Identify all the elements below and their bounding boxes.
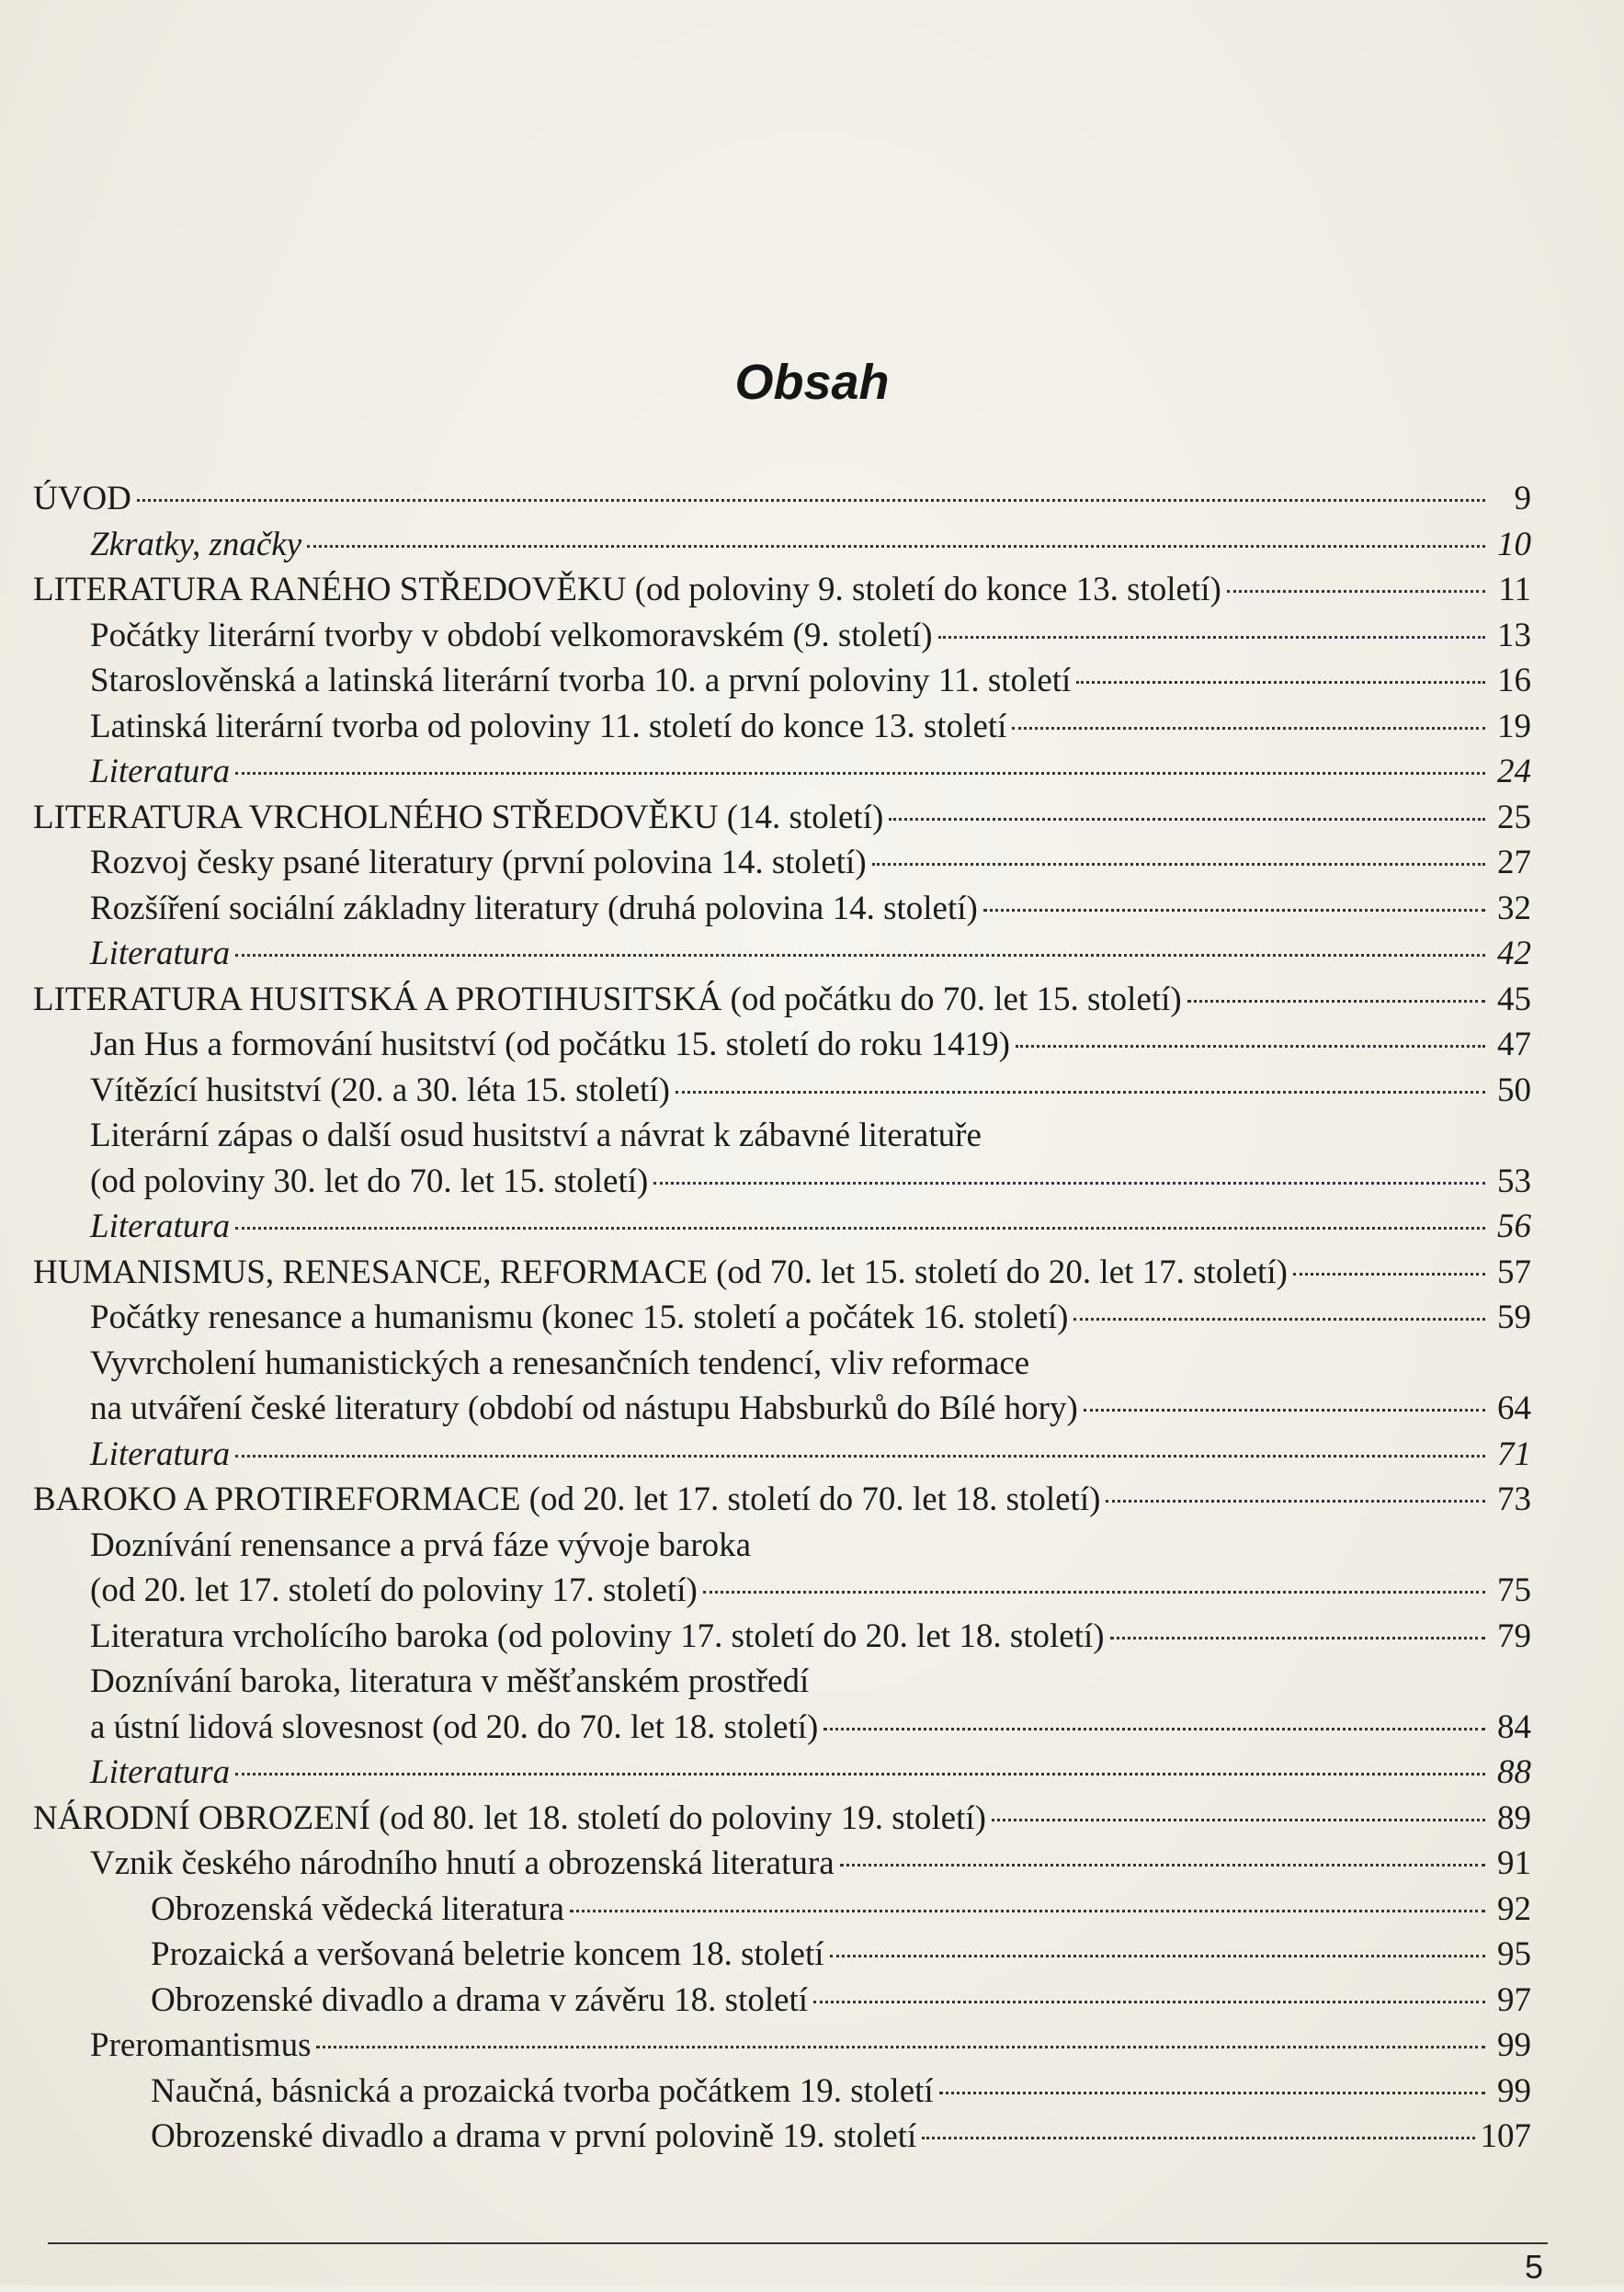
- dot-leader: [235, 1227, 1485, 1230]
- toc-entry-label: LITERATURA VRCHOLNÉHO STŘEDOVĚKU (14. století): [33, 798, 884, 836]
- toc-entry-label: Literatura: [90, 935, 231, 972]
- toc-entry: [33, 1477, 1531, 1523]
- toc-entry-label: Počátky renesance a humanismu (konec 15. století a počátek 16. století): [90, 1299, 1069, 1336]
- toc-entry-label: Staroslověnská a latinská literární tvorba 10. a první poloviny 11. století: [90, 662, 1072, 699]
- toc-entry-page: 24: [1497, 753, 1531, 790]
- dot-leader: [823, 1728, 1485, 1730]
- dot-leader: [1293, 1273, 1485, 1276]
- toc-entry-label: Obrozenské divadlo a drama v první polovině 19. století: [151, 2117, 917, 2155]
- toc-entry: [33, 1068, 1531, 1114]
- toc-entry-label: LITERATURA HUSITSKÁ A PROTIHUSITSKÁ (od počátku do 70. let 15. století): [33, 980, 1182, 1018]
- toc-entry: [33, 886, 1531, 932]
- toc-entry: [33, 1113, 1531, 1159]
- footer-rule: [48, 2242, 1548, 2244]
- dot-leader: [235, 954, 1485, 957]
- toc-entry-label: BAROKO A PROTIREFORMACE (od 20. let 17. století do 70. let 18. století): [33, 1481, 1101, 1518]
- toc-entry-label: Literatura: [90, 753, 231, 790]
- toc-entry: [33, 1659, 1531, 1705]
- toc-entry-label: HUMANISMUS, RENESANCE, REFORMACE (od 70. let 15. století do 20. let 17. století): [33, 1253, 1288, 1291]
- toc-entry-label: Literatura: [90, 1435, 231, 1473]
- toc-entry-page: 47: [1497, 1026, 1531, 1063]
- toc-entry-label: Doznívání renensance a prvá fáze vývoje baroka: [90, 1526, 752, 1564]
- toc-entry-page: 50: [1497, 1071, 1531, 1109]
- dot-leader: [1227, 590, 1485, 593]
- toc-entry: [33, 1295, 1531, 1341]
- dot-leader: [653, 1182, 1485, 1185]
- page-title: Obsah: [734, 355, 890, 410]
- toc-entry-label: Literatura: [90, 1208, 231, 1245]
- toc-entry-page: 11: [1498, 571, 1531, 608]
- toc-entry: [33, 1932, 1531, 1978]
- toc-entry-label: Vznik českého národního hnutí a obrozenská literatura: [90, 1844, 835, 1882]
- toc-entry: [33, 704, 1531, 750]
- toc-entry: [33, 1386, 1531, 1432]
- toc-entry-label: LITERATURA RANÉHO STŘEDOVĚKU (od poloviny 9. století do konce 13. století): [33, 571, 1221, 608]
- toc-entry-page: 88: [1497, 1753, 1531, 1791]
- dot-leader: [676, 1091, 1485, 1094]
- dot-leader: [992, 1819, 1485, 1821]
- toc-entry-page: 107: [1480, 2117, 1531, 2155]
- toc-entry-label: Vyvrcholení humanistických a renesančních tendencí, vliv reformace: [90, 1344, 1030, 1382]
- toc-entry-label: (od poloviny 30. let do 70. let 15. století): [90, 1162, 649, 1200]
- toc-entry: [33, 1432, 1531, 1478]
- toc-entry-label: Rozšíření sociální základny literatury (druhá polovina 14. století): [90, 889, 978, 927]
- dot-leader: [316, 2046, 1485, 2048]
- dot-leader: [840, 1864, 1485, 1867]
- dot-leader: [938, 636, 1485, 639]
- toc-entry-label: Literatura vrcholícího baroka (od poloviny 17. století do 20. let 18. století): [90, 1617, 1105, 1655]
- toc-entry: [33, 567, 1531, 613]
- dot-leader: [235, 1773, 1485, 1776]
- toc-entry-page: 97: [1497, 1980, 1531, 2019]
- toc-entry-label: Obrozenské divadlo a drama v závěru 18. století: [151, 1980, 809, 2019]
- toc-entry-page: 57: [1497, 1253, 1531, 1291]
- toc-entry-label: na utváření české literatury (období od nástupu Habsburků do Bílé hory): [90, 1390, 1078, 1427]
- dot-leader: [889, 818, 1485, 821]
- dot-leader: [703, 1591, 1485, 1594]
- toc-entry-page: 27: [1497, 844, 1531, 881]
- dot-leader: [570, 1910, 1485, 1912]
- dot-leader: [813, 2001, 1485, 2003]
- dot-leader: [1012, 727, 1485, 730]
- toc-entry-label: ÚVOD: [33, 480, 131, 517]
- toc-entry-label: Prozaická a veršovaná beletrie koncem 18. století: [151, 1935, 824, 1973]
- toc-entry-label: Literární zápas o další osud husitství a návrat k zábavné literatuře: [90, 1117, 982, 1154]
- toc-entry-label: Zkratky, značky: [90, 525, 302, 563]
- toc-entry-label: Doznívání baroka, literatura v měšťanském prostředí: [90, 1662, 810, 1700]
- toc-entry: [33, 1204, 1531, 1250]
- toc-entry-label: Rozvoj česky psané literatury (první polovina 14. století): [90, 844, 867, 881]
- dot-leader: [137, 499, 1485, 502]
- dot-leader: [1073, 1318, 1485, 1321]
- dot-leader: [1110, 1637, 1485, 1640]
- toc-entry: [33, 1022, 1531, 1068]
- toc-entry: [33, 1159, 1531, 1205]
- toc-entry-label: Literatura: [90, 1753, 231, 1791]
- toc-entry: [33, 1523, 1531, 1569]
- toc-entry: [33, 1614, 1531, 1660]
- toc-entry: [33, 522, 1531, 568]
- dot-leader: [922, 2137, 1474, 2139]
- toc-entry-page: 79: [1497, 1617, 1531, 1655]
- toc-entry-label: NÁRODNÍ OBROZENÍ (od 80. let 18. století do poloviny 19. století): [33, 1798, 986, 1837]
- dot-leader: [939, 2092, 1485, 2094]
- toc-entry: [33, 977, 1531, 1023]
- toc-entry-page: 64: [1497, 1390, 1531, 1427]
- toc-entry: [33, 1341, 1531, 1387]
- toc-entry-page: 84: [1497, 1708, 1531, 1746]
- toc-entry-page: 91: [1497, 1844, 1531, 1882]
- toc-entry-label: Naučná, básnická a prozaická tvorba počátkem 19. století: [151, 2071, 934, 2110]
- toc-entry: [33, 931, 1531, 977]
- table-of-contents: [33, 476, 1531, 2160]
- toc-entry-page: 13: [1497, 616, 1531, 654]
- dot-leader: [1076, 681, 1485, 684]
- toc-entry: [33, 1841, 1531, 1887]
- toc-entry: [33, 1887, 1531, 1933]
- toc-entry-label: Jan Hus a formování husitství (od počátku 15. století do roku 1419): [90, 1026, 1010, 1063]
- toc-entry-page: 16: [1497, 662, 1531, 699]
- toc-entry-label: Obrozenská vědecká literatura: [151, 1889, 564, 1928]
- toc-entry: [33, 840, 1531, 886]
- toc-entry-label: Preromantismus: [90, 2026, 312, 2064]
- toc-entry-page: 59: [1497, 1299, 1531, 1336]
- toc-entry-label: Vítězící husitství (20. a 30. léta 15. století): [90, 1071, 670, 1109]
- toc-entry-page: 45: [1497, 980, 1531, 1018]
- dot-leader: [872, 863, 1485, 866]
- toc-entry: [33, 1750, 1531, 1796]
- toc-entry: [33, 613, 1531, 659]
- toc-entry-page: 32: [1497, 889, 1531, 927]
- toc-entry-page: 25: [1497, 798, 1531, 836]
- dot-leader: [1187, 1000, 1485, 1003]
- toc-entry: [33, 2114, 1531, 2160]
- toc-entry-page: 10: [1497, 525, 1531, 563]
- toc-entry: [33, 476, 1531, 522]
- toc-entry-label: Latinská literární tvorba od poloviny 11. století do konce 13. století: [90, 707, 1007, 745]
- dot-leader: [1016, 1045, 1485, 1048]
- dot-leader: [830, 1955, 1485, 1957]
- toc-entry: [33, 1250, 1531, 1296]
- page-number: 5: [1524, 2248, 1543, 2286]
- toc-entry-page: 53: [1497, 1162, 1531, 1200]
- toc-entry-page: 99: [1497, 2071, 1531, 2110]
- toc-entry: [33, 1568, 1531, 1614]
- toc-entry: [33, 1705, 1531, 1751]
- toc-entry-page: 71: [1497, 1435, 1531, 1473]
- toc-entry: [33, 1978, 1531, 2024]
- toc-entry-label: (od 20. let 17. století do poloviny 17. století): [90, 1571, 698, 1609]
- toc-entry: [33, 658, 1531, 704]
- toc-entry-label: Počátky literární tvorby v období velkomoravském (9. století): [90, 616, 933, 654]
- dot-leader: [1084, 1409, 1485, 1412]
- toc-entry-page: 99: [1497, 2026, 1531, 2064]
- toc-entry-page: 89: [1497, 1798, 1531, 1837]
- toc-entry-page: 92: [1497, 1889, 1531, 1928]
- toc-entry: [33, 795, 1531, 841]
- toc-entry-page: 75: [1497, 1571, 1531, 1609]
- toc-entry-label: a ústní lidová slovesnost (od 20. do 70. let 18. století): [90, 1708, 819, 1746]
- dot-leader: [1106, 1500, 1485, 1503]
- toc-entry-page: 56: [1497, 1208, 1531, 1245]
- toc-entry-page: 19: [1497, 707, 1531, 745]
- toc-entry-page: 9: [1514, 480, 1531, 517]
- toc-entry-page: 73: [1497, 1481, 1531, 1518]
- toc-entry: [33, 2023, 1531, 2069]
- toc-entry: [33, 749, 1531, 795]
- toc-entry: [33, 1796, 1531, 1842]
- dot-leader: [983, 909, 1485, 912]
- dot-leader: [235, 1455, 1485, 1458]
- toc-entry-page: 42: [1497, 935, 1531, 972]
- dot-leader: [307, 545, 1485, 548]
- toc-entry: [33, 2069, 1531, 2115]
- toc-entry-page: 95: [1497, 1935, 1531, 1973]
- dot-leader: [235, 772, 1485, 775]
